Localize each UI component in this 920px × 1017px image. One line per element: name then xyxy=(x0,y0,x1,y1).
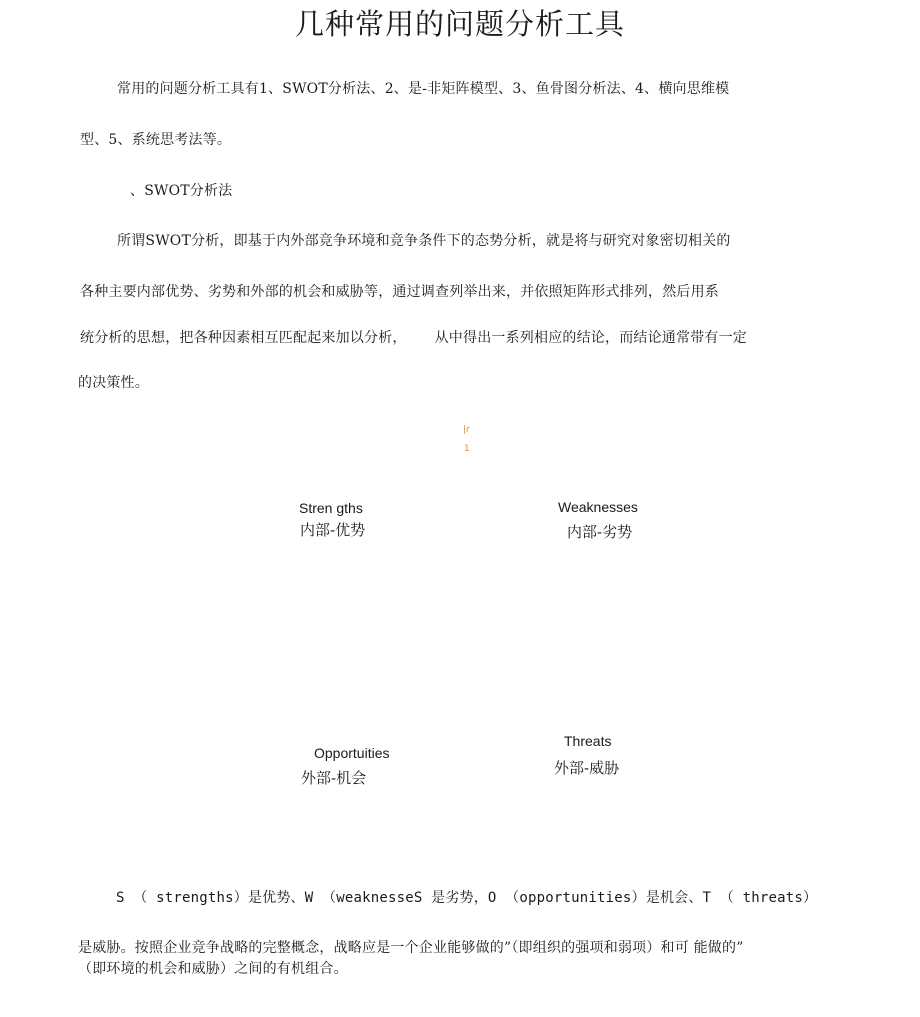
opportunities-label-en: Opportuities xyxy=(314,745,390,761)
weaknesses-label-en: Weaknesses xyxy=(558,499,638,515)
definition-line-2: 是威胁。按照企业竞争战略的完整概念，战略应是一个企业能够做的”（即组织的强项和弱项）和可 能做的” xyxy=(78,940,744,956)
figure-marker-top: |r xyxy=(463,425,470,435)
swot-desc-line-2: 各种主要内部优势、劣势和外部的机会和威胁等，通过调查列举出来，并依照矩阵形式排列，然后用系 xyxy=(80,284,719,300)
intro-line-2: 型、5、系统思考法等。 xyxy=(80,132,232,148)
swot-desc-line-3 xyxy=(80,328,747,348)
opportunities-label-cn: 外部-机会 xyxy=(301,769,367,787)
swot-desc-line-3-part-2: 从中得出一系列相应的结论，而结论通常带有一定 xyxy=(434,330,748,346)
page-title: 几种常用的问题分析工具 xyxy=(294,7,625,41)
swot-desc-line-1: 所谓SWOT分析，即基于内外部竞争环境和竞争条件下的态势分析，就是将与研究对象密切相关的 xyxy=(117,233,731,249)
swot-desc-line-3-part-1: 统分析的思想，把各种因素相互匹配起来加以分析， xyxy=(80,330,407,346)
definition-line-1: S （ strengths）是优势、W （weaknesseS 是劣势，O （opportunities）是机会、T （ threats） xyxy=(116,890,818,906)
intro-line-1: 常用的问题分析工具有1、SWOT分析法、2、是-非矩阵模型、3、鱼骨图分析法、4、横向思维模 xyxy=(117,81,730,97)
strengths-label-en: Stren gths xyxy=(299,500,363,516)
figure-marker-bottom: 1 xyxy=(464,444,470,454)
weaknesses-label-cn: 内部-劣势 xyxy=(567,523,633,541)
swot-desc-line-4: 的决策性。 xyxy=(78,375,149,391)
definition-line-3: （即环境的机会和威胁）之间的有机组合。 xyxy=(78,961,348,977)
section-heading: 、SWOT分析法 xyxy=(130,183,233,199)
threats-label-en: Threats xyxy=(564,733,612,749)
strengths-label-cn: 内部-优势 xyxy=(300,521,366,539)
threats-label-cn: 外部-威胁 xyxy=(554,759,620,777)
